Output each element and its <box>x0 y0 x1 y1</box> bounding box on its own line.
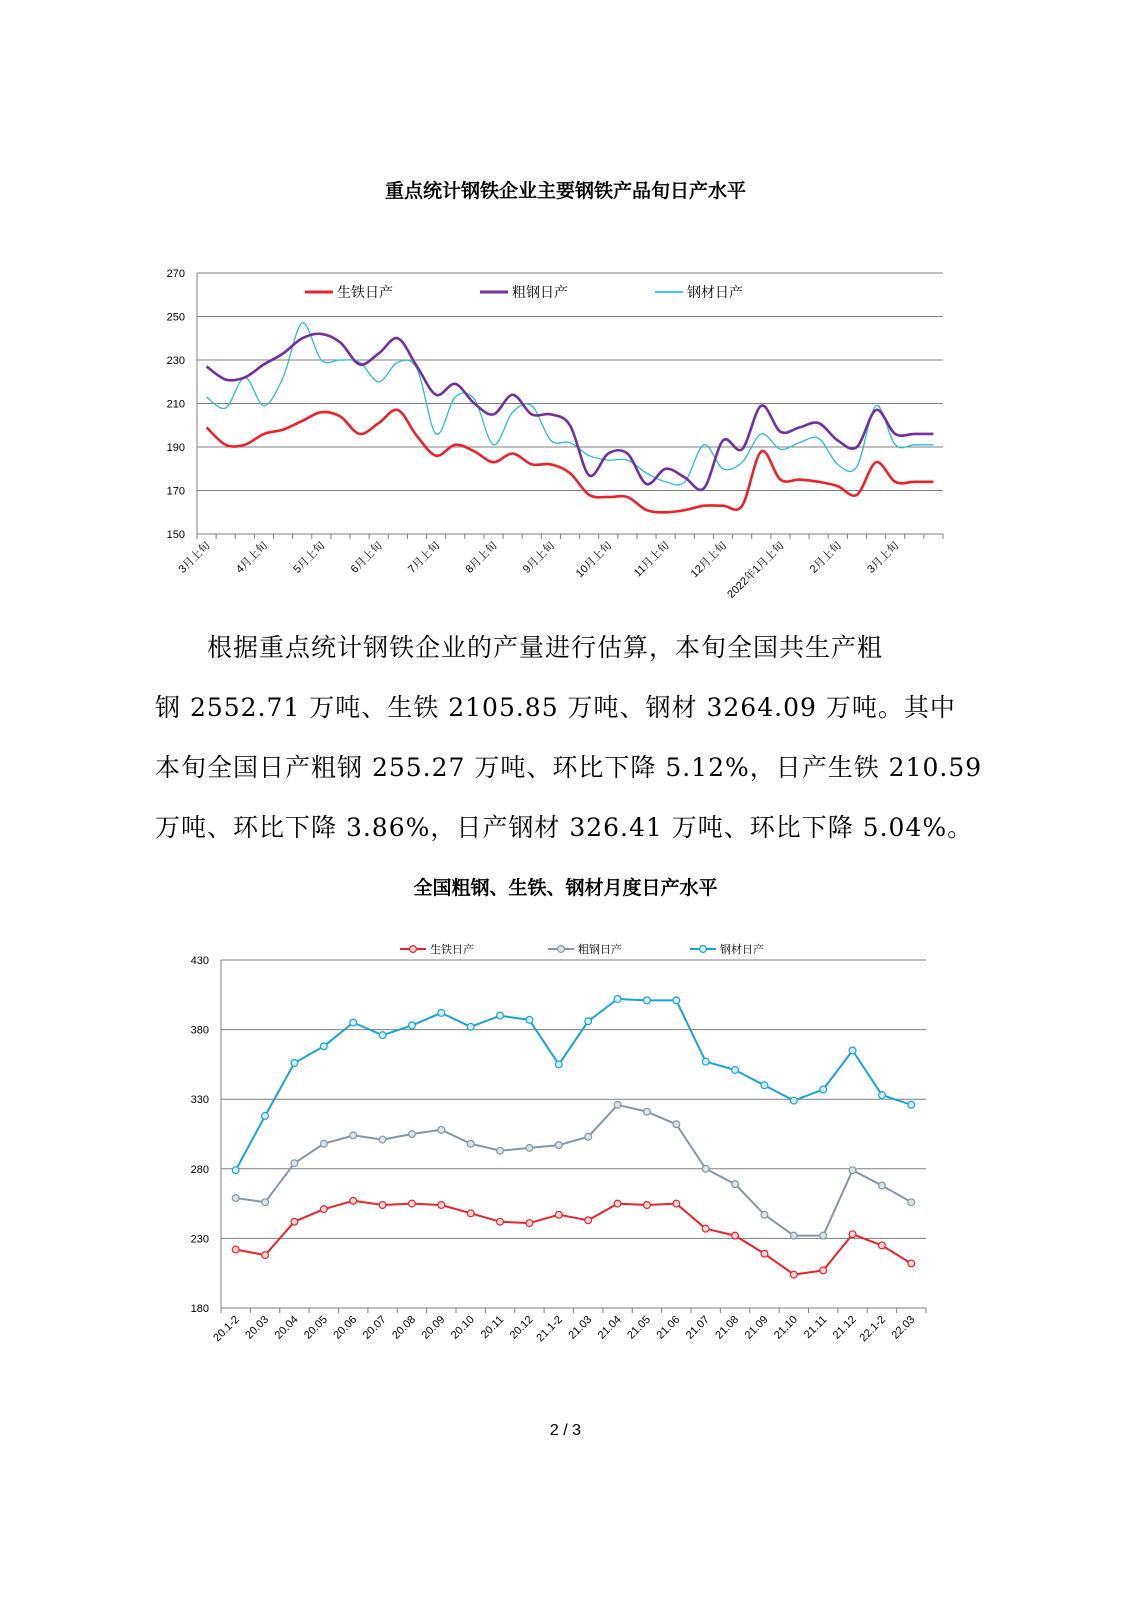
chart2-data-point <box>320 1043 327 1050</box>
chart1-x-tick-label: 4月上旬 <box>233 539 271 576</box>
chart2-data-point <box>849 1167 856 1174</box>
chart2-x-tick-label: 20.11 <box>478 1313 507 1342</box>
chart2-data-point <box>409 1200 416 1207</box>
paragraph-line-2: 钢 2552.71 万吨、生铁 2105.85 万吨、钢材 3264.09 万吨。其中 <box>155 693 956 722</box>
chart2-data-point <box>820 1267 827 1274</box>
chart2-x-tick-label: 21.05 <box>625 1313 654 1342</box>
chart2-y-tick-label: 380 <box>190 1024 209 1037</box>
chart2-data-point <box>820 1086 827 1093</box>
chart2-x-tick-label: 21.11 <box>801 1313 830 1342</box>
chart1-x-tick-label: 2月上旬 <box>807 539 844 576</box>
chart2-data-point <box>732 1232 739 1239</box>
chart2-data-point <box>644 1202 651 1209</box>
chart2-data-point <box>702 1225 709 1232</box>
chart2-data-point <box>350 1019 357 1026</box>
chart2-x-tick-label: 20.1-2 <box>211 1313 242 1345</box>
chart2-x-tick-label: 20.05 <box>301 1313 330 1342</box>
chart2-x-tick-label: 20.06 <box>331 1313 360 1342</box>
chart2-data-point <box>614 996 621 1003</box>
chart2-data-point <box>702 1058 709 1065</box>
chart2-x-tick-label: 21.1-2 <box>534 1313 565 1345</box>
chart2-legend-marker <box>558 946 565 953</box>
chart2-data-point <box>291 1160 298 1167</box>
chart2-data-point <box>232 1167 239 1174</box>
chart2-x-tick-label: 21.06 <box>654 1313 683 1342</box>
chart2-x-tick-label: 21.08 <box>713 1313 742 1342</box>
chart2-series-line <box>236 1201 912 1275</box>
chart2-data-point <box>438 1202 445 1209</box>
chart2-data-point <box>702 1165 709 1172</box>
chart1-y-tick-label: 250 <box>166 311 185 324</box>
chart2-data-point <box>761 1082 768 1089</box>
chart2-data-point <box>497 1012 504 1019</box>
chart2-data-point <box>350 1197 357 1204</box>
chart2-data-point <box>526 1220 533 1227</box>
paragraph-line-1: 根据重点统计钢铁企业的产量进行估算，本旬全国共生产粗 <box>207 633 884 662</box>
chart2-data-point <box>673 1121 680 1128</box>
chart2-data-point <box>732 1181 739 1188</box>
chart2-data-point <box>908 1101 915 1108</box>
chart2-legend-label: 粗钢日产 <box>578 943 622 956</box>
chart1-y-tick-label: 190 <box>166 442 185 454</box>
chart2-data-point <box>614 1200 621 1207</box>
chart2-data-point <box>232 1195 239 1202</box>
chart2-data-point <box>849 1231 856 1238</box>
chart1-x-tick-label: 2022年1月上旬 <box>725 539 787 601</box>
chart2-data-point <box>908 1260 915 1267</box>
chart2-data-point <box>879 1242 886 1249</box>
chart2-data-point <box>438 1009 445 1016</box>
chart2-x-tick-label: 22.03 <box>889 1313 918 1342</box>
chart2-data-point <box>644 1108 651 1115</box>
chart2-legend-label: 钢材日产 <box>720 943 764 956</box>
chart2-data-point <box>849 1047 856 1054</box>
paragraph-line-3: 本旬全国日产粗钢 255.27 万吨、环比下降 5.12%，日产生铁 210.59 <box>155 753 983 782</box>
chart1-x-tick-label: 9月上旬 <box>520 539 557 576</box>
chart2-x-tick-label: 21.10 <box>771 1313 800 1342</box>
chart2-data-point <box>497 1147 504 1154</box>
chart2-x-tick-label: 20.09 <box>419 1313 448 1342</box>
chart2-data-point <box>614 1101 621 1108</box>
chart2-data-point <box>644 997 651 1004</box>
chart2-data-point <box>291 1060 298 1067</box>
chart2-x-tick-label: 20.08 <box>390 1313 419 1342</box>
chart2-data-point <box>585 1018 592 1025</box>
chart1-legend-label: 粗钢日产 <box>512 285 568 301</box>
chart2-data-point <box>320 1206 327 1213</box>
chart2-title: 全国粗钢、生铁、钢材月度日产水平 <box>413 877 718 899</box>
chart2-data-point <box>262 1113 269 1120</box>
chart2-data-point <box>467 1023 474 1030</box>
chart2-legend-label: 生铁日产 <box>430 943 474 956</box>
chart2-data-point <box>790 1271 797 1278</box>
chart2-data-point <box>232 1246 239 1253</box>
chart2-data-point <box>732 1067 739 1074</box>
chart2-y-tick-label: 180 <box>190 1303 209 1315</box>
chart1-y-tick-label: 170 <box>166 485 185 498</box>
chart2-data-point <box>350 1132 357 1139</box>
chart2-x-tick-label: 22.1-2 <box>857 1313 889 1345</box>
chart2-y-tick-label: 430 <box>190 955 209 967</box>
chart1-y-tick-label: 270 <box>166 268 185 280</box>
chart2-data-point <box>379 1032 386 1039</box>
chart2-data-point <box>908 1199 915 1206</box>
chart2-data-point <box>879 1182 886 1189</box>
chart1-y-tick-label: 210 <box>166 398 185 411</box>
chart1-title: 重点统计钢铁企业主要钢铁产品旬日产水平 <box>384 180 746 202</box>
chart1-x-tick-label: 12月上旬 <box>688 539 730 581</box>
chart2-y-tick-label: 230 <box>190 1233 209 1246</box>
chart2-data-point <box>262 1199 269 1206</box>
chart1-x-tick-label: 3月上旬 <box>176 539 213 576</box>
chart2-data-point <box>585 1217 592 1224</box>
chart2-data-point <box>438 1126 445 1133</box>
chart1-y-tick-label: 150 <box>166 529 185 541</box>
chart2-data-point <box>585 1133 592 1140</box>
chart2-data-point <box>555 1142 562 1149</box>
chart2-data-point <box>409 1131 416 1138</box>
chart2-x-tick-label: 20.03 <box>243 1313 272 1342</box>
chart2-data-point <box>526 1145 533 1152</box>
chart2-y-tick-label: 330 <box>190 1094 209 1107</box>
chart1-x-tick-label: 8月上旬 <box>463 539 500 576</box>
chart1-x-tick-label: 6月上旬 <box>348 539 385 576</box>
chart1-legend-label: 生铁日产 <box>337 285 393 301</box>
chart2-data-point <box>761 1250 768 1257</box>
chart1-x-tick-label: 3月上旬 <box>865 539 902 576</box>
chart2-data-point <box>673 997 680 1004</box>
chart1-y-tick-label: 230 <box>166 355 185 367</box>
chart2-series-line <box>236 999 912 1170</box>
chart2-data-point <box>879 1092 886 1099</box>
chart2-data-point <box>467 1210 474 1217</box>
chart1-x-tick-label: 11月上旬 <box>631 539 672 580</box>
page-number: 2 / 3 <box>549 1422 582 1439</box>
chart2-data-point <box>497 1218 504 1225</box>
chart2-data-point <box>673 1200 680 1207</box>
chart2-x-tick-label: 21.12 <box>830 1313 859 1342</box>
chart2-data-point <box>379 1136 386 1143</box>
chart2-x-tick-label: 20.10 <box>448 1313 477 1342</box>
chart2-data-point <box>409 1022 416 1029</box>
chart2-x-tick-label: 21.07 <box>683 1313 712 1342</box>
chart2-data-point <box>761 1211 768 1218</box>
chart2-data-point <box>291 1218 298 1225</box>
chart2-data-point <box>467 1140 474 1147</box>
chart1-legend-label: 钢材日产 <box>687 285 743 301</box>
chart2-x-tick-label: 21.03 <box>566 1313 595 1342</box>
chart2-legend-marker <box>410 946 417 953</box>
chart2-data-point <box>820 1232 827 1239</box>
chart2-data-point <box>379 1202 386 1209</box>
chart2-data-point <box>790 1232 797 1239</box>
chart2-data-point <box>555 1061 562 1068</box>
chart2-data-point <box>790 1097 797 1104</box>
chart1-x-tick-label: 7月上旬 <box>406 539 443 576</box>
paragraph-line-4: 万吨、环比下降 3.86%，日产钢材 326.41 万吨、环比下降 5.04%。 <box>155 813 974 842</box>
chart2-y-tick-label: 280 <box>190 1163 209 1176</box>
chart2-x-tick-label: 20.12 <box>507 1313 536 1342</box>
chart2-legend-marker <box>700 946 707 953</box>
chart2-x-tick-label: 21.04 <box>595 1313 624 1342</box>
chart2-x-tick-label: 20.04 <box>272 1313 301 1342</box>
chart1-x-tick-label: 10月上旬 <box>573 539 615 581</box>
chart2-data-point <box>262 1252 269 1259</box>
chart2-x-tick-label: 20.07 <box>360 1313 389 1342</box>
chart2-data-point <box>555 1211 562 1218</box>
chart2-data-point <box>320 1140 327 1147</box>
chart2-data-point <box>526 1016 533 1023</box>
chart2-series-line <box>236 1105 912 1236</box>
chart2-x-tick-label: 21.09 <box>742 1313 771 1342</box>
chart1-x-tick-label: 5月上旬 <box>291 539 328 576</box>
